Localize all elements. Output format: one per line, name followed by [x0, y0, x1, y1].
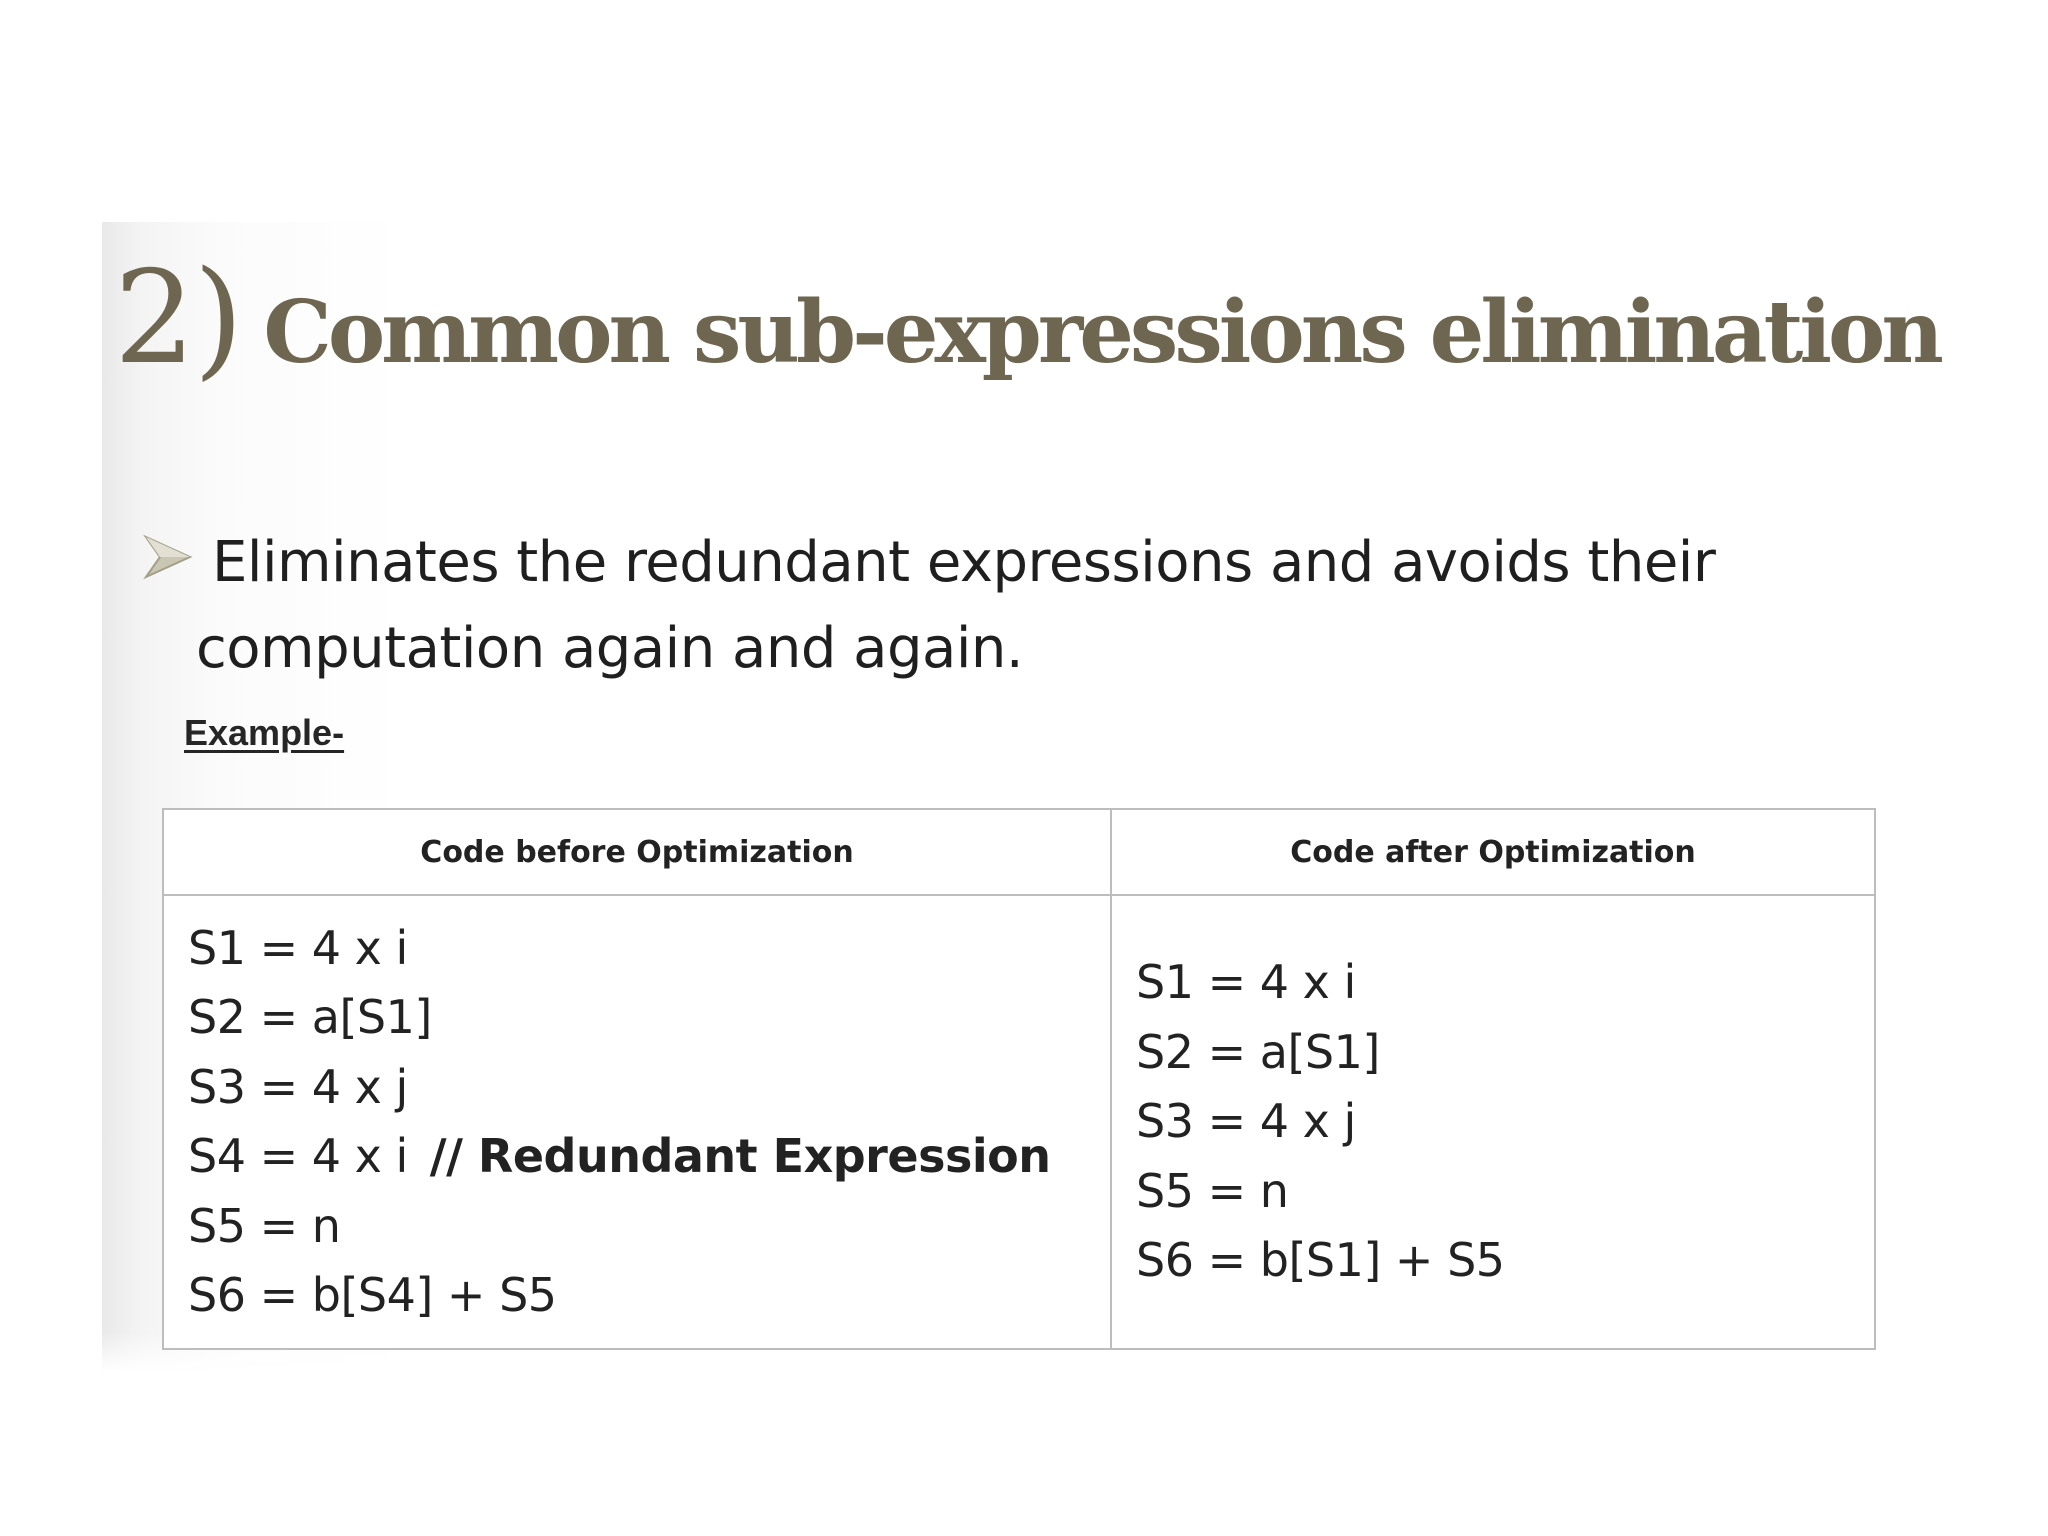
table-header-row: [163, 809, 1875, 895]
redundant-comment: // Redundant Expression: [429, 1129, 1051, 1183]
bullet-line-2: computation again and again.: [196, 616, 1024, 681]
example-label: Example-: [184, 712, 345, 753]
code-line: [188, 1192, 1110, 1262]
bullet-line-1: [142, 520, 1822, 606]
code-text: S5 = n: [188, 1198, 341, 1253]
header-before: Code before Optimization: [163, 809, 1111, 895]
code-comparison-table: [162, 808, 1876, 1350]
bullet-point: [142, 520, 1822, 692]
bullet-line-1-text: Eliminates the redundant expressions and avoids their: [212, 530, 1716, 595]
code-text: S2 = a[S1]: [188, 990, 432, 1044]
code-line: [188, 1261, 1110, 1331]
slide-title: [114, 244, 1940, 404]
code-after-cell: [1111, 895, 1875, 1349]
table-body-row: [163, 895, 1875, 1349]
code-line: [188, 1053, 1110, 1123]
code-text: S4 = 4 x i: [188, 1129, 408, 1183]
code-line: [188, 1122, 1110, 1192]
code-text: S6 = b[S4] + S5: [188, 1268, 557, 1322]
title-text: Common sub-expressions elimination: [263, 282, 1940, 383]
code-text: S1 = 4 x i: [188, 920, 408, 975]
code-line: S6 = b[S1] + S5: [1136, 1233, 1505, 1288]
code-line: S3 = 4 x j: [1136, 1094, 1356, 1149]
arrow-bullet-icon: [142, 529, 194, 585]
code-line: S2 = a[S1]: [1136, 1024, 1380, 1079]
code-line: S1 = 4 x i: [1136, 955, 1356, 1010]
title-number: 2): [114, 244, 242, 393]
code-line: [188, 983, 1110, 1053]
code-line: S5 = n: [1136, 1163, 1289, 1218]
header-after: Code after Optimization: [1111, 809, 1875, 895]
code-before-cell: [163, 895, 1111, 1349]
code-text: S3 = 4 x j: [188, 1059, 408, 1114]
code-line: [188, 914, 1110, 984]
